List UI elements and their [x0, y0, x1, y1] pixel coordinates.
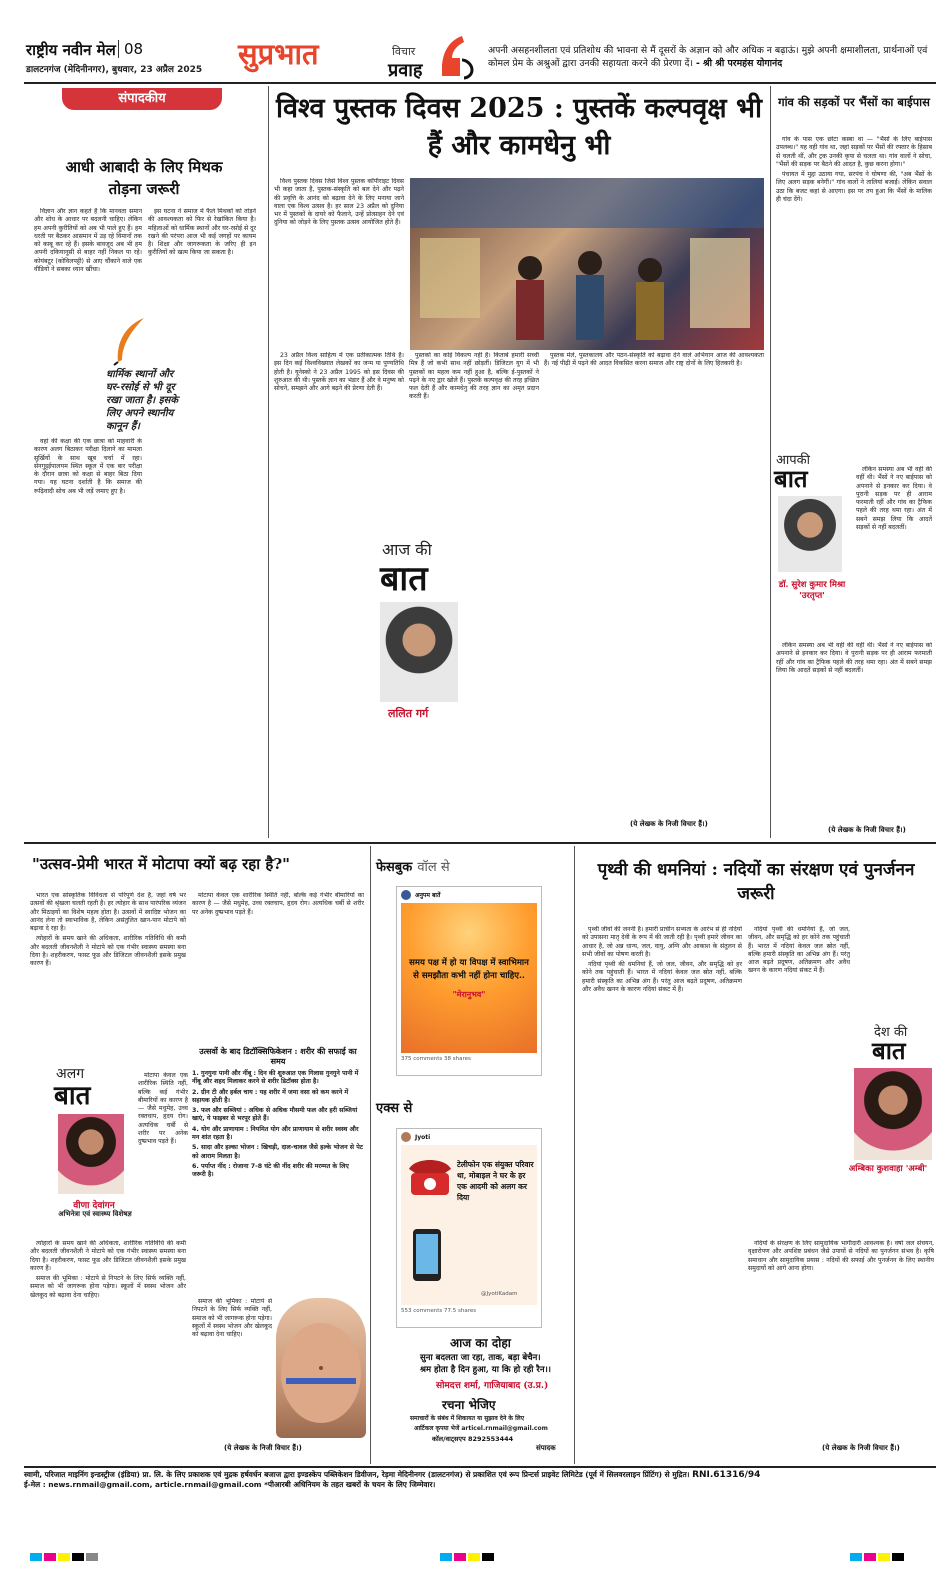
author-role: अभिनेत्रा एवं स्वास्थ्य विशेषज्ञ [58, 1210, 132, 1218]
doha-line-2: श्रम होता है दिन हुआ, या कि हो रही रैन।। [420, 1365, 552, 1375]
editorial-body-3: इस घटना ने समाज में फैले मिथकों को तोड़ने की आवश्यकता को फिर से रेखांकित किया है। महिलाओं को धार्मिक स्थानों और घर-रसोई से दूर रखने की परंपरा आज भी कई जगहों पर कायम है। शिक्षा और जागरूकता के जरिए ही इन कुरीतियों को खत्म किया जा सकता है। [148, 208, 256, 257]
rachna-heading: रचना भेजिए [442, 1398, 496, 1412]
printer-color-bar-center [440, 1546, 496, 1565]
thought-text: अपनी असहनशीलता एवं प्रतिशोध की भावना से मैं दूसरों के अज्ञान को और अधिक न बढ़ाऊं। मुझे अपनी क्षमाशीलता, प्रार्थनाओं एवं कोमल प्रेम के अश्रुओं द्वारा उनकी सहायता करने की प्रेरणा दें। - श्री श्री परमहंस योगानंद [488, 45, 928, 69]
sampadak-label: संपादक [536, 1444, 556, 1452]
river-disclaimer: (ये लेखक के निजी विचार हैं।) [822, 1444, 900, 1452]
fb-name: अनुपम बातें [415, 892, 441, 899]
fb-post-text: समय पक्ष में हो या विपक्ष में स्वाभिमान से समझौता कभी नहीं होना चाहिए.. [409, 957, 529, 981]
fb-post-header [397, 887, 541, 903]
baat-label: बात [54, 1081, 91, 1111]
x-handle: @JyotiKadam [481, 1291, 518, 1297]
imprint-rni: RNI.61316/94 [692, 1470, 761, 1480]
suprabhat-logo: सुप्रभात [238, 37, 319, 71]
right-body-2: लेकिन समस्या अब भी वहीं की वहीं थी। भैंसों ने नए बाईपास को अपनाने से इनकार कर दिया। वे पुरानी सड़क पर ही आराम फरमाती रहीं और गांव का ट्रैफिक पहले की तरह थमा रहा। अंत में सबने समझ लिया कि आदतें सड़कों से नहीं बदलतीं। [856, 466, 932, 532]
fb-stats: 375 comments 38 shares [401, 1056, 471, 1062]
baat-label: बात [872, 1036, 906, 1065]
page-number: 08 [118, 40, 143, 58]
obesity-body-4: त्योहारों के समय खाने की अधिकता, शारीरिक गतिविधि की कमी और बदलती जीवनशैली ने मोटापे को एक गंभीर स्वास्थ्य समस्या बना दिया है। शहरीकरण, फास्ट फूड और डिजिटल जीवनशैली इसके प्रमुख कारण हैं। समाज की भूमिका : मोटापे से निपटने के लिए सिर्फ व्यक्ति नहीं, समाज को भी जागरूक होना पड़ेगा। स्कूलों में स्वस्थ भोजन और खेलकूद को बढ़ावा देना चाहिए। [30, 1240, 186, 1299]
editorial-section-label: संपादकीय [62, 88, 222, 110]
facebook-header [376, 856, 450, 875]
river-headline: पृथ्वी की धमनियां : नदियों का संरक्षण एवं पुनर्जनन जरूरी [597, 860, 915, 904]
alag-baat-box [54, 1064, 134, 1234]
main-article [270, 86, 768, 838]
x-post-image [401, 1145, 537, 1305]
tip-item: 5. सादा और हल्का भोजन : खिचड़ी, दाल-चावल जैसे हल्के भोजन से पेट को आराम मिलता है। [192, 1144, 363, 1160]
editorial-pull-quote: धार्मिक स्थानों और घर-रसोई से भी दूर रखा जाता है। इसके लिए अपने स्थानीय कानून हैं। [106, 369, 179, 432]
tip-item: 2. ग्रीन टी और हर्बल चाय : यह शरीर में जमा वसा को कम करने में सहायक होती है। [192, 1088, 349, 1104]
doha-line-1: सुना बदलता जा रहा, ताक, बड़ा बेचैन। [420, 1353, 541, 1363]
main-body-4: पुस्तक मेले, पुस्तकालय और पठन-संस्कृति को बढ़ावा देने वाले अभियान आज की आवश्यकता हैं। नई पीढ़ी में पढ़ने की आदत विकसित करना समाज और राष्ट्र दोनों के लिए हितकारी है। [544, 352, 764, 368]
imprint [24, 1470, 936, 1530]
facebook-label: फेसबुक [376, 860, 413, 875]
telephone-icon [405, 1155, 455, 1199]
rachna-line-3: कॉल/वाट्सएप 8292553444 [432, 1435, 514, 1443]
vichar-label: विचार [392, 45, 416, 58]
author-photo [58, 1114, 124, 1194]
thought-author: - श्री श्री परमहंस योगानंद [695, 58, 783, 69]
right-article [772, 86, 936, 838]
tip-item: 1. गुनगुना पानी और नींबू : दिन की शुरुआत एक गिलास गुनगुने पानी में नींबू और शहद मिलाकर करने से शरीर डिटॉक्स होता है। [192, 1070, 359, 1086]
imprint-notice: *पीआरबी अधिनियम के तहत खबरों के चयन के लिए जिम्मेवार। [264, 1480, 436, 1489]
aapki-baat-box [772, 450, 852, 640]
facebook-post [396, 886, 542, 1076]
desh-ki-label: देश की [874, 1025, 908, 1040]
fb-avatar-icon [401, 890, 411, 900]
x-name: Jyoti [415, 1133, 431, 1141]
aaj-ki-label: आज की [382, 540, 432, 559]
fb-post-image [401, 903, 537, 1053]
rachna-line-2: आर्टिकल कृपया भेजें articel.rnmail@gmail.com [414, 1425, 548, 1432]
river-article [576, 846, 936, 1464]
baat-label: बात [774, 464, 808, 493]
printer-color-bar-right [850, 1546, 906, 1565]
tip-item: 3. फल और सब्जियां : अधिक से अधिक मौसमी फल और हरी सब्जियां खाएं, ये फाइबर से भरपूर होते हैं। [192, 1107, 358, 1123]
obesity-body-3: मोटापा केवल एक शारीरिक स्थिति नहीं, बल्कि कई गंभीर बीमारियों का कारण है — जैसे मधुमेह, उच्च रक्तचाप, हृदय रोग। अत्यधिक चर्बी से शरीर पर अनेक दुष्प्रभाव पड़ते हैं। [138, 1072, 188, 1146]
editorial-body-2: वहां की कक्षा की एक छात्रा को माहवारी के कारण अलग बिठाकर परीक्षा दिलाने का मामला सुर्खियों के साथ खूब चर्चा में रहा। सेनगुट्टईपालयम स्थित स्कूल में एक बार परीक्षा के दौरान छात्रा को कक्षा से बाहर बिठा दिया गया। यह घटना दर्शाती है कि समाज की रूढ़िवादी सोच अब भी जड़ें जमाए हुए है। [34, 438, 142, 495]
river-body-2: नदियां पृथ्वी की धमनियां हैं, जो जल, जीवन, और समृद्धि को हर कोने तक पहुंचाती हैं। भारत में नदियां केवल जल स्रोत नहीं, बल्कि हमारी संस्कृति का अभिन्न अंग हैं। परंतु आज बढ़ते प्रदूषण, अतिक्रमण और अवैध खनन के कारण नदियां संकट में हैं। [748, 926, 850, 975]
doha-box [380, 1334, 560, 1390]
x-label: एक्स से [376, 1101, 413, 1116]
quote-mark-icon [438, 30, 480, 80]
baat-label: बात [380, 559, 428, 599]
obesity-headline: "उत्सव-प्रेमी भारत में मोटापा क्यों बढ़ रहा है?" [32, 855, 290, 873]
right-body-3: लेकिन समस्या अब भी वहीं की वहीं थी। भैंसों ने नए बाईपास को अपनाने से इनकार कर दिया। वे पुरानी सड़क पर ही आराम फरमाती रहीं और गांव का ट्रैफिक पहले की तरह थमा रहा। अंत में सबने समझ लिया कि आदतें सड़कों से नहीं बदलतीं। [776, 642, 932, 674]
location-date: डालटनगंज (मेदिनीनगर), बुधवार, 23 अप्रैल 2025 [26, 65, 203, 75]
aapki-label: आपकी [776, 453, 811, 468]
tip-item: 4. योग और प्राणायाम : नियमित योग और प्राणायाम से शरीर स्वस्थ और मन शांत रहता है। [192, 1125, 359, 1142]
x-post-header [397, 1129, 541, 1145]
author-photo [854, 1068, 932, 1160]
author-photo [380, 602, 458, 702]
obesity-disclaimer: (ये लेखक के निजी विचार हैं।) [224, 1444, 302, 1452]
main-headline: विश्व पुस्तक दिवस 2025 : पुस्तकें कल्पवृक्ष भी हैं और कामधेनु भी [276, 93, 762, 161]
pravah-label: प्रवाह [388, 60, 423, 81]
editorial-headline: आधी आबादी के लिए मिथक तोड़ना जरूरी [65, 158, 223, 198]
main-disclaimer: (ये लेखक के निजी विचार हैं।) [630, 820, 708, 828]
rachna-box [380, 1396, 568, 1456]
printer-color-bar-left [30, 1546, 100, 1565]
author-name: अम्बिका कुशवाहा 'अम्बी' [848, 1164, 928, 1174]
author-name: वीणा देवांगन [73, 1201, 115, 1211]
author-name: डॉ. सुरेश कुमार मिश्रा 'उरतृप्त' [778, 580, 846, 601]
river-body-3: नदियों के संरक्षण के लिए सामुदायिक भागीदारी आवश्यक है। वर्षा जल संचयन, वृक्षारोपण और अपशिष्ट प्रबंधन जैसे उपायों से नदियों का पुनर्जनन संभव है। कृषि समाधान और सामुदायिक प्रयास : नदियों की सफाई और पुनर्जनन के लिए स्थानीय समुदायों को आगे आना होगा। [748, 1240, 934, 1272]
tips-list [192, 1070, 364, 1180]
editorial [24, 86, 264, 838]
x-post-text: टेलीफोन एक संयुक्त परिवार था, मोबाइल ने घर के हर एक आदमी को अलग कर दिया [457, 1160, 534, 1202]
wall-label: वॉल से [417, 860, 450, 875]
x-avatar-icon [401, 1132, 411, 1142]
x-stats: 553 comments 77.5 shares [401, 1308, 477, 1314]
mobile-icon [407, 1227, 447, 1283]
book-fair-photo [410, 178, 764, 350]
editorial-body-1: विज्ञान और ज्ञान कहते हैं कि मानवता समान और शोध के आधार पर बदलनी चाहिए। लेकिन हम अपनी कुरीतियों को अब भी पाले हुए हैं। हम धरती पर बैठकर आसमान में उड़ रहे विमानों तक को काबू कर रहे हैं। इसके बावजूद अब भी हम अपनी दकियानूसी से बाहर नहीं निकल पा रहे। कोयंबटूर (कोविलपट्टी) से आए चौंकाने वाले एक वीडियो ने सबका ध्यान खींचा। [34, 208, 142, 274]
main-body-3: पुस्तकों का कोई विकल्प नहीं है। किताबें हमारी सच्ची मित्र हैं जो कभी साथ नहीं छोड़तीं। डिजिटल युग में भी पुस्तकों का महत्व कम नहीं हुआ है, बल्कि ई-पुस्तकों ने पढ़ने के नए द्वार खोले हैं। पुस्तकें कल्पवृक्ष की तरह इच्छित फल देती हैं और कामधेनु की तरह ज्ञान का अमृत प्रदान करती हैं। [409, 352, 539, 401]
obesity-body-2: मोटापा केवल एक शारीरिक स्थिति नहीं, बल्कि कई गंभीर बीमारियों का कारण है — जैसे मधुमेह, उच्च रक्तचाप, हृदय रोग। अत्यधिक चर्बी से शरीर पर अनेक दुष्प्रभाव पड़ते हैं। [192, 892, 364, 916]
alag-label: अलग [56, 1066, 85, 1082]
river-body-1: पृथ्वी जीवों की जननी है। हमारी प्राचीन सभ्यता के आरंभ से ही नदियों को उपासना मातृ देवी के रूप में की जाती रही है। पृथ्वी हमारे जीवन का आधार है, जो अन्न धान्य, जल, वायु, अग्नि और आकाश के संतुलन से सभी जीवों का पोषण करती है। नदियां पृथ्वी की धमनियां हैं, जो जल, जीवन, और समृद्धि को हर कोने तक पहुंचाती हैं। भारत में नदियां केवल जल स्रोत नहीं, बल्कि हमारी संस्कृति का अभिन्न अंग हैं। परंतु आज बढ़ते प्रदूषण, अतिक्रमण और अवैध खनन के कारण नदियां संकट में हैं। [582, 926, 742, 994]
rachna-line-1: समाचारों के संबंध में शिकायत या सुझाव देने के लिए [410, 1415, 525, 1422]
aaj-ki-baat-box [372, 538, 502, 768]
paper-name: राष्ट्रीय नवीन मेल [26, 41, 116, 59]
doha-heading: आज का दोहा [450, 1336, 511, 1350]
author-name: ललित गर्ग [388, 707, 429, 720]
obesity-article [24, 846, 368, 1464]
tip-item: 6. पर्याप्त नींद : रोजाना 7-8 घंटे की नींद शरीर की मरम्मत के लिए जरूरी है। [192, 1162, 349, 1179]
main-body-1: विश्व पुस्तक दिवस जिसे विश्व पुस्तक कॉपीराइट दिवस भी कहा जाता है, पुस्तक-संस्कृति को बल देने और पढ़ने की प्रवृत्ति के आनंद को बढ़ावा देने के लिए मनाया जाने वाला एक विश्व उत्सव है। हर साल 23 अप्रैल को दुनिया भर में पुस्तकों के दायरे को फैलाने, उन्हें प्रोत्साहन देने एवं दुनिया को जोड़ने के लिए पुस्तक उत्सव आयोजित होते हैं। [274, 178, 404, 227]
right-headline: गांव की सड़कों पर भैंसों का बाईपास [778, 95, 930, 109]
right-disclaimer: (ये लेखक के निजी विचार हैं।) [828, 826, 906, 834]
fb-post-sign: "मेरानुभव" [452, 988, 486, 999]
masthead [0, 0, 945, 82]
imprint-email: ई-मेल : news.rnmail@gmail.com, article.rnmail@gmail.com [24, 1480, 262, 1489]
doha-poet: सोमदत्त शर्मा, गाजियाबाद (उ.प्र.) [436, 1381, 549, 1391]
obesity-body-5: समाज की भूमिका : मोटापे से निपटने के लिए सिर्फ व्यक्ति नहीं, समाज को भी जागरूक होना पड़ेगा। स्कूलों में स्वस्थ भोजन और खेलकूद को बढ़ावा देना चाहिए। [192, 1298, 272, 1339]
right-body-1: गांव के पास एक छोटा कस्बा था — "भैंसों के लिए बाईपास उपलब्ध।" यह वही गांव था, जहां सड़कों पर भैंसों की रफ्तार के हिसाब से चलती थीं, और ट्रक उनकी कृपा से चलता था। गांव वालों ने सोचा, "भैंसों की सड़क पर बैठने की आदत है, कुछ करना होगा।" पंचायत में मुद्दा उठाया गया, सरपंच ने घोषणा की, "अब भैंसों के लिए अलग सड़क बनेगी।" गांव वालों ने तालियां बजाईं। लेकिन सवाल उठा कि बजट कहां से आएगा। इस पर तय हुआ कि भैंसों के मालिक ही चंदा देंगे। [776, 136, 932, 204]
belly-photo [276, 1298, 366, 1438]
imprint-text: स्वामी, परिजात माइनिंग इन्डस्ट्रीज (इंडिया) प्रा. लि. के लिए प्रकाशक एवं मुद्रक हर्षवर्धन बजाज द्वारा इण्डस्केप पब्लिकेशन डिवीजन, रेड़मा मेदिनीनगर (डालटनगंज) से प्रकाशित एवं रूप प्रिन्टर्स प्राइवेट लिमिटेड (पूर्व में सिलवरलाइन प्रिंटिंग) से मुद्रित। [24, 1470, 690, 1479]
x-post [396, 1128, 542, 1328]
main-body-2: 23 अप्रैल विश्व साहित्य में एक प्रतीकात्मक तिथि है। इस दिन कई विश्वविख्यात लेखकों का जन्म या पुण्यतिथि होती है। यूनेस्को ने 23 अप्रैल 1995 को इस दिवस की शुरुआत की थी। पुस्तकें ज्ञान का भंडार हैं और वे मनुष्य को सोचने, समझने और आगे बढ़ने की प्रेरणा देती हैं। [274, 352, 404, 393]
tips-heading: उत्सवों के बाद डिटॉक्सिफिकेशन : शरीर की सफाई का समय [199, 1046, 357, 1066]
quill-icon [110, 316, 150, 366]
author-photo [778, 496, 842, 572]
obesity-body-1: भारत एक सांस्कृतिक विविधता से परिपूर्ण देश है, जहां वर्ष भर उत्सवों की श्रृंखला चलती रहती है। हर त्योहार के साथ पारंपरिक व्यंजन और मिठाइयों का विशेष महत्व होता है। उत्सवों में स्वादिष्ट भोजन का आनंद लेना तो स्वाभाविक है, लेकिन असंतुलित खान-पान मोटापे को बढ़ावा दे रहा है। त्योहारों के समय खाने की अधिकता, शारीरिक गतिविधि की कमी और बदलती जीवनशैली ने मोटापे को एक गंभीर स्वास्थ्य समस्या बना दिया है। शहरीकरण, फास्ट फूड और डिजिटल जीवनशैली इसके प्रमुख कारण हैं। [30, 892, 186, 968]
